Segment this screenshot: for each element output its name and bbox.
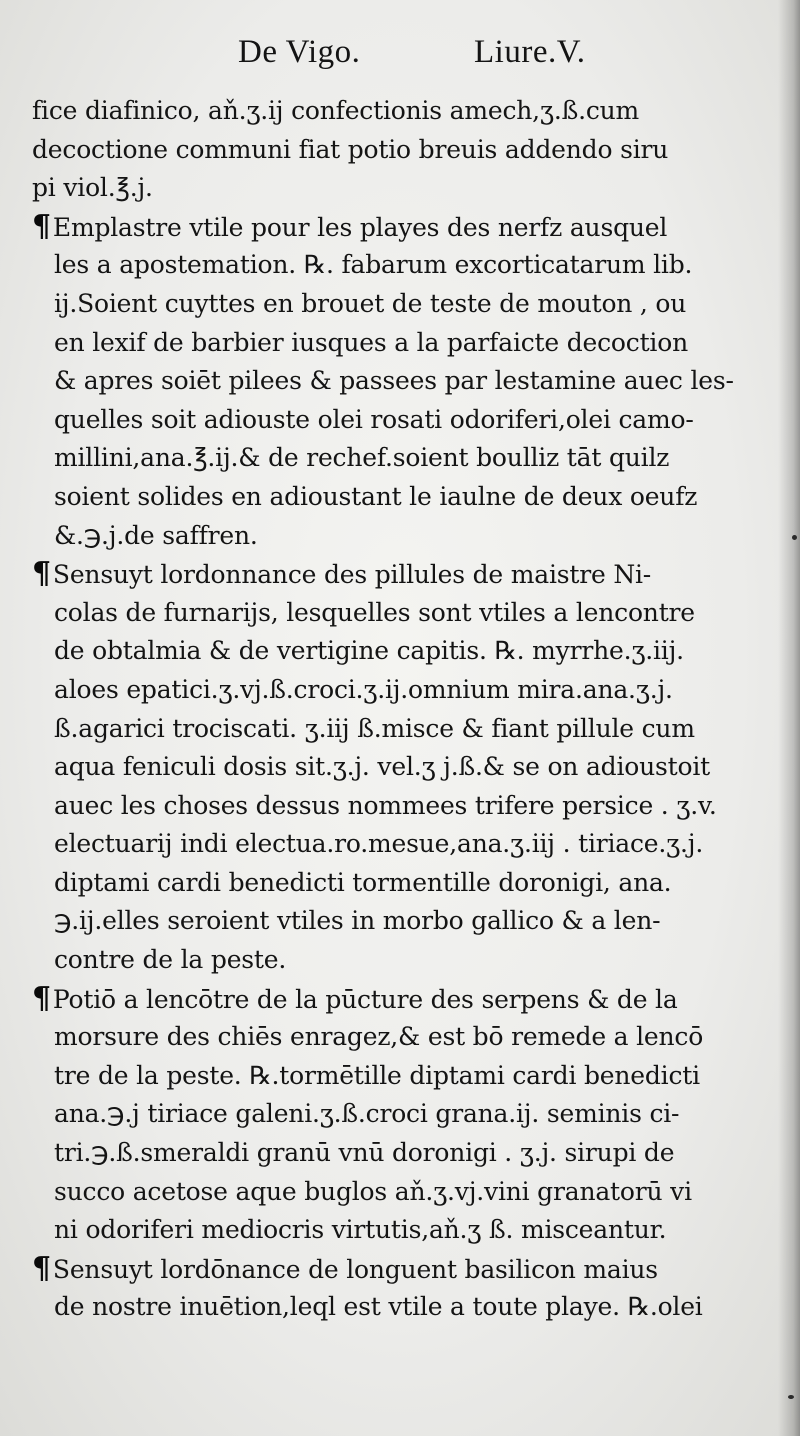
line-text: de obtalmia & de vertigine capitis. ℞. myrrhe.ʒ.iij.	[54, 636, 684, 666]
line-text: aqua feniculi dosis sit.ʒ.j. vel.ʒ j.ß.& se on adioustoit	[54, 752, 710, 782]
line-text: contre de la peste.	[54, 945, 287, 975]
paragraph-start-line	[32, 1250, 744, 1289]
line-text: quelles soit adiouste olei rosati odoriferi,olei camo-	[54, 404, 694, 434]
text-block	[32, 92, 744, 1327]
line-text: tri.℈.ß.smeraldi granū vnū doronigi . ʒ.j. sirupi de	[54, 1138, 675, 1168]
text-line	[32, 401, 744, 440]
line-text: en lexif de barbier iusques a la parfaicte decoction	[54, 327, 688, 357]
line-text: ℈.ij.elles seroient vtiles in morbo gallico & a len-	[54, 906, 661, 936]
text-line	[32, 92, 744, 131]
text-line	[32, 439, 744, 478]
text-line	[32, 324, 744, 363]
text-line	[32, 710, 744, 749]
running-head	[0, 34, 800, 78]
paragraph-mark-icon: ¶	[32, 980, 51, 1016]
line-text: auec les choses dessus nommees trifere persice . ʒ.v.	[54, 790, 717, 820]
text-line	[32, 1018, 744, 1057]
text-line	[32, 632, 744, 671]
text-line	[32, 1211, 744, 1250]
line-text: ana.℈.j tiriace galeni.ʒ.ß.croci grana.ij. seminis ci-	[54, 1099, 680, 1129]
line-text: fice diafinico, aň.ʒ.ij confectionis amech,ʒ.ß.cum	[32, 96, 640, 125]
text-line	[32, 671, 744, 710]
line-text: pi viol.℥.j.	[32, 173, 153, 203]
text-line	[32, 902, 744, 941]
line-text: diptami cardi benedicti tormentille doronigi, ana.	[54, 867, 672, 897]
paragraph-start-line	[32, 555, 744, 594]
text-line	[32, 787, 744, 826]
line-text: decoctione communi fiat potio breuis addendo siru	[32, 134, 669, 164]
text-line	[32, 594, 744, 633]
text-line	[32, 825, 744, 864]
ink-speck	[792, 535, 797, 540]
line-text: ß.agarici trociscati. ʒ.iij ß.misce & fiant pillule cum	[54, 713, 695, 743]
text-line	[32, 362, 744, 401]
line-text: les a apostemation. ℞. fabarum excorticatarum lib.	[54, 250, 693, 280]
line-text: & apres soiēt pilees & passees par lestamine auec les-	[54, 366, 734, 396]
line-text: &.℈.j.de saffren.	[54, 520, 258, 550]
text-line	[32, 941, 744, 980]
line-text: de nostre inuētion,leql est vtile a toute playe. ℞.olei	[54, 1292, 703, 1322]
text-line	[32, 1173, 744, 1212]
line-text: tre de la peste. ℞.tormētille diptami cardi benedicti	[54, 1060, 700, 1090]
running-head-book: Liure.V.	[474, 34, 586, 70]
line-text: succo acetose aque buglos aň.ʒ.vj.vini granatorū vi	[54, 1176, 692, 1206]
text-line	[32, 1057, 744, 1096]
line-text: electuarij indi electua.ro.mesue,ana.ʒ.iij . tiriace.ʒ.j.	[54, 829, 704, 859]
paragraph-mark-icon: ¶	[32, 1250, 51, 1286]
text-line	[32, 478, 744, 517]
line-text: aloes epatici.ʒ.vj.ß.croci.ʒ.ij.omnium mira.ana.ʒ.j.	[54, 674, 673, 704]
text-line	[32, 169, 744, 208]
text-line	[32, 246, 744, 285]
ink-speck	[788, 1395, 794, 1399]
text-line	[32, 517, 744, 556]
line-text: ij.Soient cuyttes en brouet de teste de mouton , ou	[54, 288, 687, 318]
text-line	[32, 131, 744, 170]
text-line	[32, 864, 744, 903]
paragraph-start-line	[32, 980, 744, 1019]
running-head-title: De Vigo.	[238, 34, 361, 70]
text-line	[32, 285, 744, 324]
text-line	[32, 748, 744, 787]
paragraph-start-line	[32, 208, 744, 247]
line-text: Sensuyt lordonnance des pillules de maistre Ni-	[52, 560, 652, 590]
text-line	[32, 1288, 744, 1327]
text-line	[32, 1095, 744, 1134]
line-text: Sensuyt lordōnance de longuent basilicon maius	[52, 1254, 658, 1284]
paragraph-mark-icon: ¶	[32, 208, 51, 244]
line-text: morsure des chiēs enragez,& est bō remede a lencō	[54, 1022, 704, 1052]
text-line	[32, 1134, 744, 1173]
page-gutter-shadow	[778, 0, 800, 1436]
line-text: Potiō a lencōtre de la pūcture des serpens & de la	[52, 984, 678, 1014]
line-text: Emplastre vtile pour les playes des nerfz ausquel	[52, 212, 668, 242]
line-text: soient solides en adioustant le iaulne de deux oeufz	[54, 481, 698, 511]
line-text: millini,ana.℥.ij.& de rechef.soient boulliz tāt quilz	[54, 443, 670, 473]
line-text: colas de furnarijs, lesquelles sont vtiles a lencontre	[54, 597, 695, 627]
line-text: ni odoriferi mediocris virtutis,aň.ʒ ß. misceantur.	[54, 1215, 667, 1245]
paragraph-mark-icon: ¶	[32, 556, 51, 592]
